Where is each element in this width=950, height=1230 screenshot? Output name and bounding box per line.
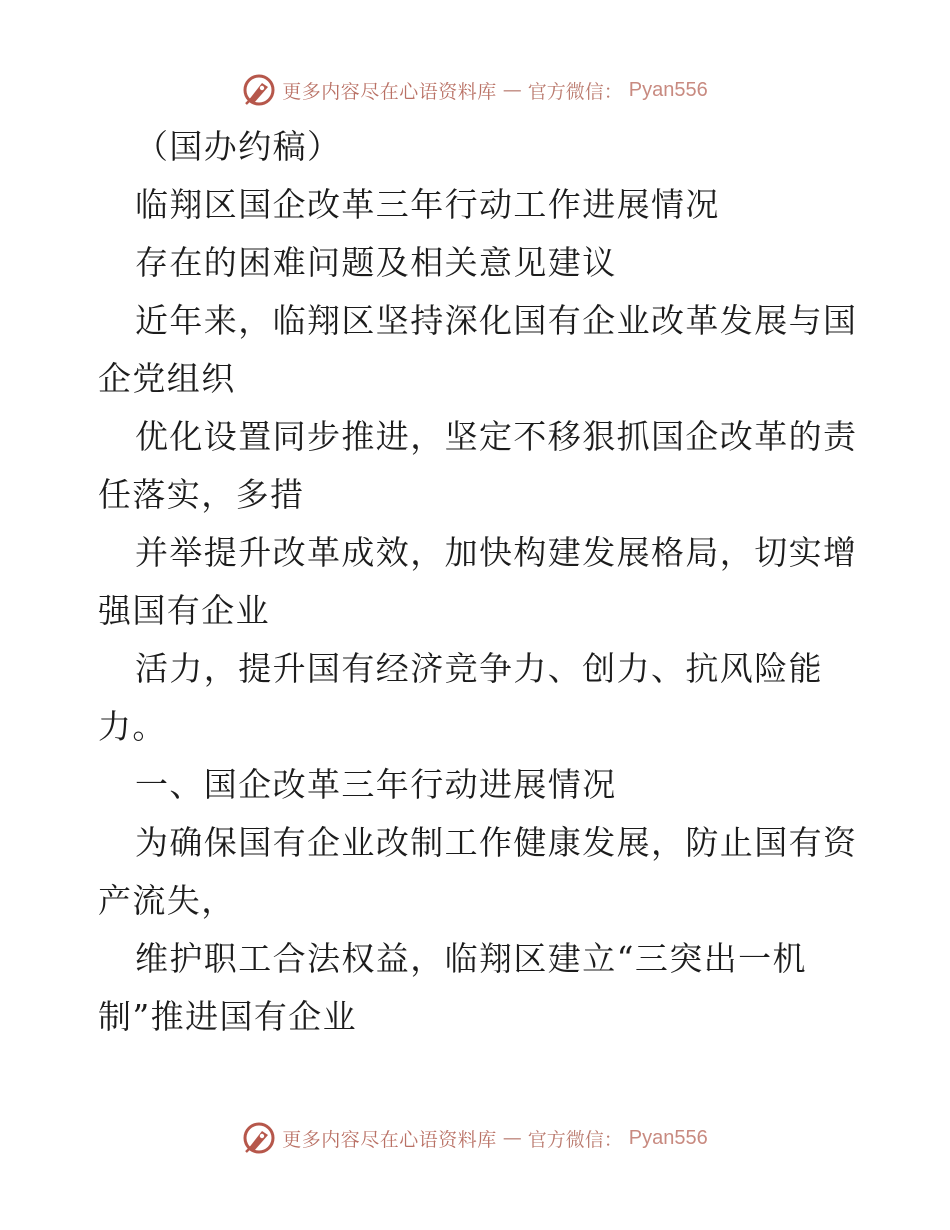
watermark-separator: —: [502, 1127, 522, 1149]
document-line: 产流失，: [98, 881, 236, 920]
document-line: 企党组织: [98, 359, 236, 398]
watermark-wechat-label: 官方微信：: [527, 80, 623, 103]
document-line: 制”推进国有企业: [98, 997, 358, 1036]
document-line: 力。: [98, 707, 167, 746]
pen-nib-logo-icon: [242, 1121, 276, 1155]
document-line: 优化设置同步推进，坚定不移狠抓国企改革的责: [135, 417, 858, 456]
document-line: 强国有企业: [98, 591, 270, 630]
footer-watermark: [0, 1118, 950, 1158]
document-line: 维护职工合法权益，临翔区建立“三突出一机: [135, 939, 807, 978]
document-line: 活力，提升国有经济竞争力、创力、抗风险能: [135, 649, 823, 688]
section-heading: 一、国企改革三年行动进展情况: [135, 765, 617, 804]
watermark-wechat-label: 官方微信：: [527, 1128, 623, 1151]
header-watermark: [0, 70, 950, 110]
document-line: （国办约稿）: [135, 127, 342, 166]
document-line: 任落实，多措: [98, 475, 305, 514]
document-line: 为确保国有企业改制工作健康发展，防止国有资: [135, 823, 858, 862]
watermark-brand-text: 更多内容尽在心语资料库: [282, 1128, 497, 1151]
watermark-brand-text: 更多内容尽在心语资料库: [282, 80, 497, 103]
document-body: [98, 118, 858, 1046]
document-line: 近年来，临翔区坚持深化国有企业改革发展与国: [135, 301, 858, 340]
watermark-separator: —: [502, 79, 522, 101]
document-line: 存在的困难问题及相关意见建议: [135, 243, 617, 282]
document-line: 临翔区国企改革三年行动工作进展情况: [135, 185, 720, 224]
pen-nib-logo-icon: [242, 73, 276, 107]
watermark-wechat-id: Pyan556: [628, 1126, 708, 1149]
watermark-wechat-id: Pyan556: [628, 78, 708, 101]
document-line: 并举提升改革成效，加快构建发展格局，切实增: [135, 533, 858, 572]
